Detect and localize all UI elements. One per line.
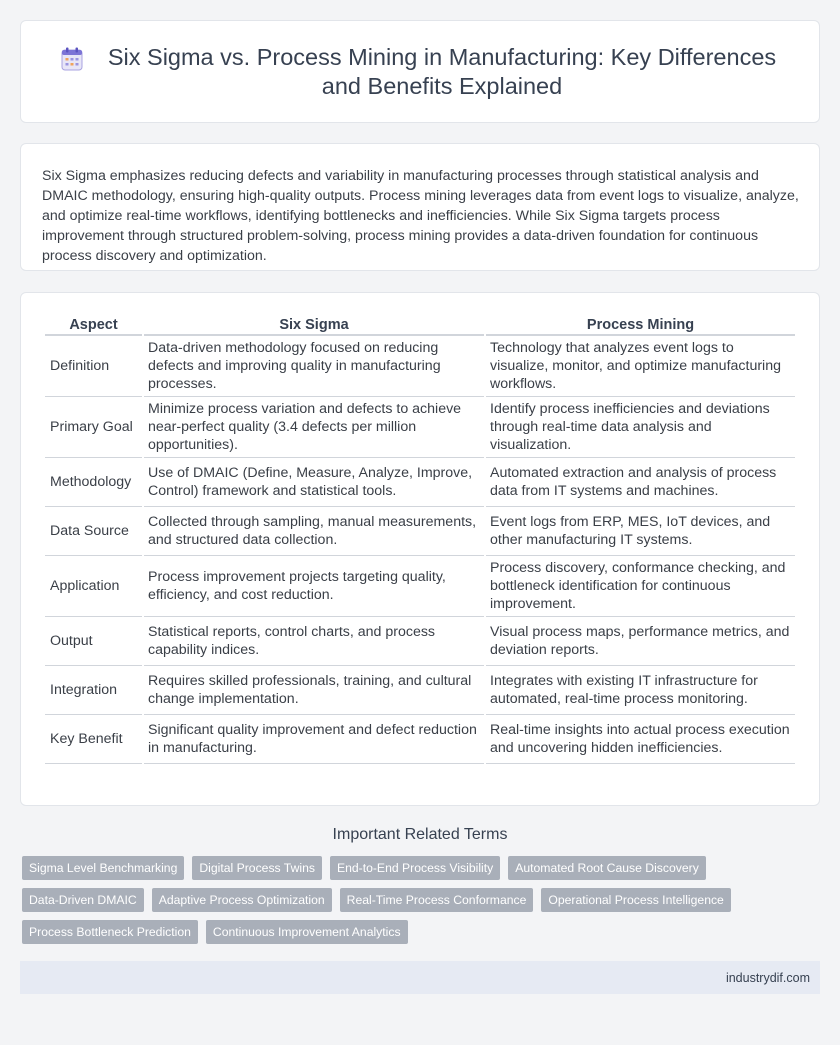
related-term-tag[interactable]: Adaptive Process Optimization <box>152 888 332 912</box>
page-title: Six Sigma vs. Process Mining in Manufacturing: Key Differences and Benefits Explained <box>107 43 777 99</box>
aspect-cell: Methodology <box>45 458 142 507</box>
process-mining-cell: Process discovery, conformance checking, and bottleneck identification for continuous improvement. <box>486 556 795 617</box>
header <box>61 43 779 101</box>
process-mining-cell: Event logs from ERP, MES, IoT devices, and other manufacturing IT systems. <box>486 507 795 556</box>
table-row <box>45 336 795 397</box>
aspect-cell: Definition <box>45 336 142 397</box>
table-row <box>45 556 795 617</box>
aspect-cell: Key Benefit <box>45 715 142 764</box>
process-mining-cell: Visual process maps, performance metrics, and deviation reports. <box>486 617 795 666</box>
footer <box>20 961 820 994</box>
process-mining-cell: Integrates with existing IT infrastructure for automated, real-time process monitoring. <box>486 666 795 715</box>
related-term-tag[interactable]: Real-Time Process Conformance <box>340 888 534 912</box>
six-sigma-cell: Process improvement projects targeting quality, efficiency, and cost reduction. <box>144 556 484 617</box>
comparison-table-card <box>20 292 820 806</box>
related-term-tag[interactable]: Operational Process Intelligence <box>541 888 730 912</box>
six-sigma-cell: Collected through sampling, manual measurements, and structured data collection. <box>144 507 484 556</box>
six-sigma-cell: Minimize process variation and defects to achieve near-perfect quality (3.4 defects per million opportunities). <box>144 397 484 458</box>
aspect-cell: Output <box>45 617 142 666</box>
related-terms-list <box>0 856 840 944</box>
six-sigma-cell: Statistical reports, control charts, and process capability indices. <box>144 617 484 666</box>
related-term-tag[interactable]: Data-Driven DMAIC <box>22 888 144 912</box>
header-card <box>20 20 820 123</box>
table-row <box>45 397 795 458</box>
related-term-tag[interactable]: Sigma Level Benchmarking <box>22 856 184 880</box>
table-row <box>45 715 795 764</box>
process-mining-cell: Technology that analyzes event logs to visualize, monitor, and optimize manufacturing workflows. <box>486 336 795 397</box>
six-sigma-cell: Data-driven methodology focused on reducing defects and improving quality in manufacturing processes. <box>144 336 484 397</box>
related-terms-title: Important Related Terms <box>332 826 508 843</box>
process-mining-cell: Automated extraction and analysis of process data from IT systems and machines. <box>486 458 795 507</box>
related-term-tag[interactable]: Automated Root Cause Discovery <box>508 856 706 880</box>
related-term-tag[interactable]: Process Bottleneck Prediction <box>22 920 198 944</box>
column-header-six-sigma: Six Sigma <box>144 313 484 336</box>
table-row <box>45 507 795 556</box>
related-term-tag[interactable]: Continuous Improvement Analytics <box>206 920 408 944</box>
column-header-process-mining: Process Mining <box>486 313 795 336</box>
table-row <box>45 458 795 507</box>
intro-paragraph: Six Sigma emphasizes reducing defects and variability in manufacturing processes through statistical analysis and DMAIC methodology, ensuring high-quality outputs. Process mining leverages data from event logs to visualize, analyze, and optimize real-time workflows, identifying bottlenecks and inefficiencies. While Six Sigma targets process improvement through structured problem-solving, process mining provides a data-driven foundation for continuous process discovery and optimization. <box>42 168 799 264</box>
aspect-cell: Primary Goal <box>45 397 142 458</box>
process-mining-cell: Identify process inefficiencies and deviations through real-time data analysis and visualization. <box>486 397 795 458</box>
related-term-tag[interactable]: Digital Process Twins <box>192 856 322 880</box>
process-mining-cell: Real-time insights into actual process execution and uncovering hidden inefficiencies. <box>486 715 795 764</box>
column-header-aspect: Aspect <box>45 313 142 336</box>
aspect-cell: Integration <box>45 666 142 715</box>
table-row <box>45 666 795 715</box>
six-sigma-cell: Use of DMAIC (Define, Measure, Analyze, Improve, Control) framework and statistical tools. <box>144 458 484 507</box>
table-header-row <box>45 313 795 336</box>
table-row <box>45 617 795 666</box>
six-sigma-cell: Significant quality improvement and defect reduction in manufacturing. <box>144 715 484 764</box>
six-sigma-cell: Requires skilled professionals, training, and cultural change implementation. <box>144 666 484 715</box>
footer-site-link[interactable]: industrydif.com <box>725 970 810 985</box>
aspect-cell: Application <box>45 556 142 617</box>
related-term-tag[interactable]: End-to-End Process Visibility <box>330 856 500 880</box>
comparison-table <box>43 313 797 764</box>
aspect-cell: Data Source <box>45 507 142 556</box>
intro-card <box>20 143 820 271</box>
document-icon <box>61 47 83 71</box>
